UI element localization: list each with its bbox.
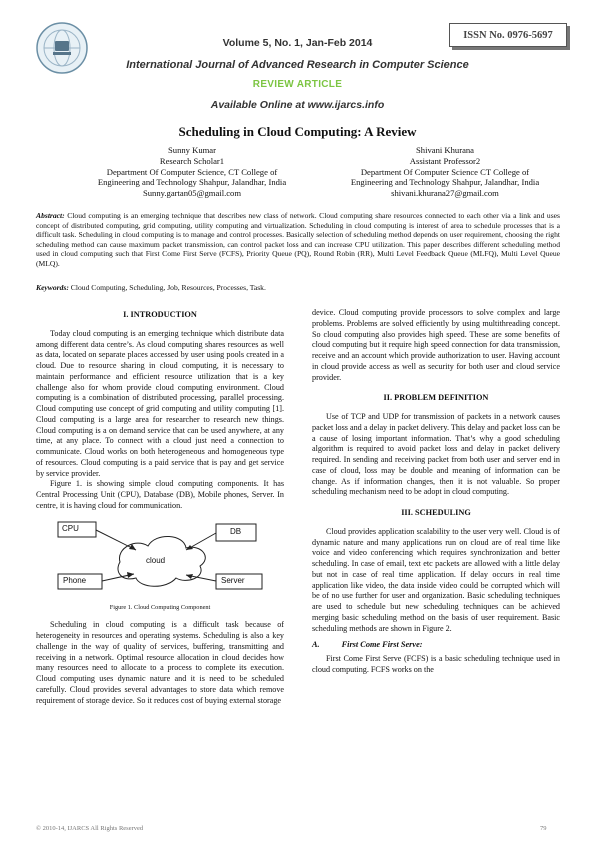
keywords-text: Cloud Computing, Scheduling, Job, Resources, Processes, Task. xyxy=(68,283,266,292)
server-label: Server xyxy=(221,575,245,585)
journal-name: International Journal of Advanced Research in Computer Science xyxy=(126,59,469,71)
abstract-text: Cloud computing is an emerging technique that describes new class of network. Cloud computing share resources connected to each other via a link and uses concept of distributed computing, grid computing, utility computing and virtualization. Scheduling in cloud computing is interest of area to schedule processes that is a difficult task. Scheduling in cloud computing is to manage and control processes. Basically selection of scheduling method depends on user requirement, choosing the right scheduling method can cause maximum packet transmission, can control packet loss and can increase CPU utilization. This paper describes different scheduling method used in cloud computing such that First Come First Serve (FCFS), Priority Queue (PQ), Round Robin (RR), Multi Level Feedback Queue (MLFQ), Multi Level Queue (MLQ). xyxy=(36,211,560,268)
author-inst: Engineering and Technology Shahpur, Jalandhar, India xyxy=(350,177,540,188)
author-role: Research Scholar1 xyxy=(159,155,225,166)
author-dept: Department Of Computer Science, CT College of xyxy=(106,166,278,177)
paragraph: Scheduling in cloud computing is a difficult task because of heterogeneity in resources and operating systems. Scheduling is also a key challenge in the way of quality of services, buffering, transmitting and receiving in a network. Optimal resource allocation in cloud decides how many resources need to allocate to a process to complete its execution. Cloud computing uses dynamic nature and it is need to be scheduled carefully. Cloud provides several advantages to store data which remove requirement of storage device. So it reduces cost of buying external storage xyxy=(36,620,284,705)
author-inst: Engineering and Technology Shahpur, Jalandhar, India xyxy=(97,177,287,188)
keywords xyxy=(36,283,560,292)
paragraph: First Come First Serve (FCFS) is a basic scheduling technique used in cloud computing. FCFS works on the xyxy=(312,654,560,674)
author-block-1 xyxy=(62,145,322,199)
left-column xyxy=(36,310,284,706)
footer-copyright: © 2010-14, IJARCS All Rights Reserved xyxy=(36,825,144,832)
author-block-2 xyxy=(315,145,575,199)
section-heading-scheduling: III. SCHEDULING xyxy=(401,508,471,517)
section-heading-problem: II. PROBLEM DEFINITION xyxy=(383,393,489,403)
keywords-label: Keywords: xyxy=(36,283,69,292)
figure-caption: Figure 1. Cloud Computing Component xyxy=(109,603,211,611)
cpu-label: CPU xyxy=(62,523,79,533)
paragraph: device. Cloud computing provide processors to solve complex and large problems. Problems are solved efficiently by using multithreading concept. So cloud computing also provides high speed. These are some benefits of cloud computing but it require high speed connection for data transmission, receive and an account which provide authorization to user. Having account in cloud provide access as well as security for both user and cloud service provider. xyxy=(312,308,560,382)
right-column xyxy=(312,308,560,676)
cloud-label: cloud xyxy=(146,555,166,565)
issn-box: ISSN No. 0976-5697 xyxy=(449,23,567,47)
subsection-title: First Come First Serve: xyxy=(341,640,423,650)
online-availability: Available Online at www.ijarcs.info xyxy=(210,99,385,111)
phone-label: Phone xyxy=(63,575,87,585)
paragraph: Cloud provides application scalability to the user very well. Cloud is of dynamic nature and many applications run on cloud are of real time like voice and video conferencing which requires synchronization and better scheduling. In case of email, text etc packets are allowed with a little delay but not in case of real time application. If delay occurs in real time application like video, the data inside video could be corrupted which will be of no use further for user and organization. Basic scheduling techniques are used to schedule but new scheduling techniques can be achieved merging basic scheduling method on the basis of user requirement. Basic scheduling methods are shown in Figure 2. xyxy=(312,526,560,633)
section-heading-introduction: I. INTRODUCTION xyxy=(123,310,197,319)
author-name: Sunny Kumar xyxy=(168,145,216,155)
author-role: Assistant Professor2 xyxy=(409,155,481,166)
subsection-heading-fcfs xyxy=(312,640,560,651)
author-email[interactable]: shivani.khurana27@gmail.com xyxy=(391,188,499,199)
author-name: Shivani Khurana xyxy=(416,145,474,155)
figure-cloud-components xyxy=(36,518,284,603)
abstract-label: Abstract: xyxy=(36,211,65,220)
db-label: DB xyxy=(230,526,242,536)
volume-info: Volume 5, No. 1, Jan-Feb 2014 xyxy=(222,37,373,49)
paper-title: Scheduling in Cloud Computing: A Review xyxy=(178,124,417,139)
paragraph: Use of TCP and UDP for transmission of packets in a network causes packet loss and a delay in packet delivery. This delay and packet loss can be a cause of losing important information. That’s why a good scheduling algorithm is required to avoid packet loss and delay in packet delivery required. In sending and receiving packet from both user and server end in case of cloud, loss may be double and meaning of information can be change. As if information changes, then it is not valuable. So proper scheduling mechanism need to be adopt in cloud computing. xyxy=(312,412,560,497)
page-number: 79 xyxy=(540,825,547,832)
abstract xyxy=(36,211,560,269)
author-dept: Department Of Computer Science CT College of xyxy=(360,166,530,177)
subsection-number: A. xyxy=(312,640,320,650)
article-type: REVIEW ARTICLE xyxy=(252,79,343,90)
paragraph: Figure 1. is showing simple cloud computing components. It has Central Processing Unit (CPU), Database (DB), Mobile phones, Server. In centre, it is having cloud for communication. xyxy=(36,479,284,510)
author-email[interactable]: Sunny.gartan05@gmail.com xyxy=(142,188,242,199)
paragraph: Today cloud computing is an emerging technique which distribute data among different data centre’s. As cloud computing shares resources as well as data, located on separate places accessed by user using pools created in a cloud. Due to resource sharing in cloud computing, it is necessary to maintain performance and efficient resource utilization that is a key challenge also for whom provide cloud computing environment. Cloud computing is a combination of distributed processing, parallel processing. Cloud computing use concept of grid computing and utility computing [1]. Cloud computing is a large area for researcher to research new things. Cloud computing is a on demand service that can be used anywhere, at any time, at any place. To connect with a cloud just need a connection to communicate. Cloud works on both heterogeneous and homogeneous type of resources. Cloud computing is a paid service that is pay and get service by service provider. xyxy=(36,328,284,478)
